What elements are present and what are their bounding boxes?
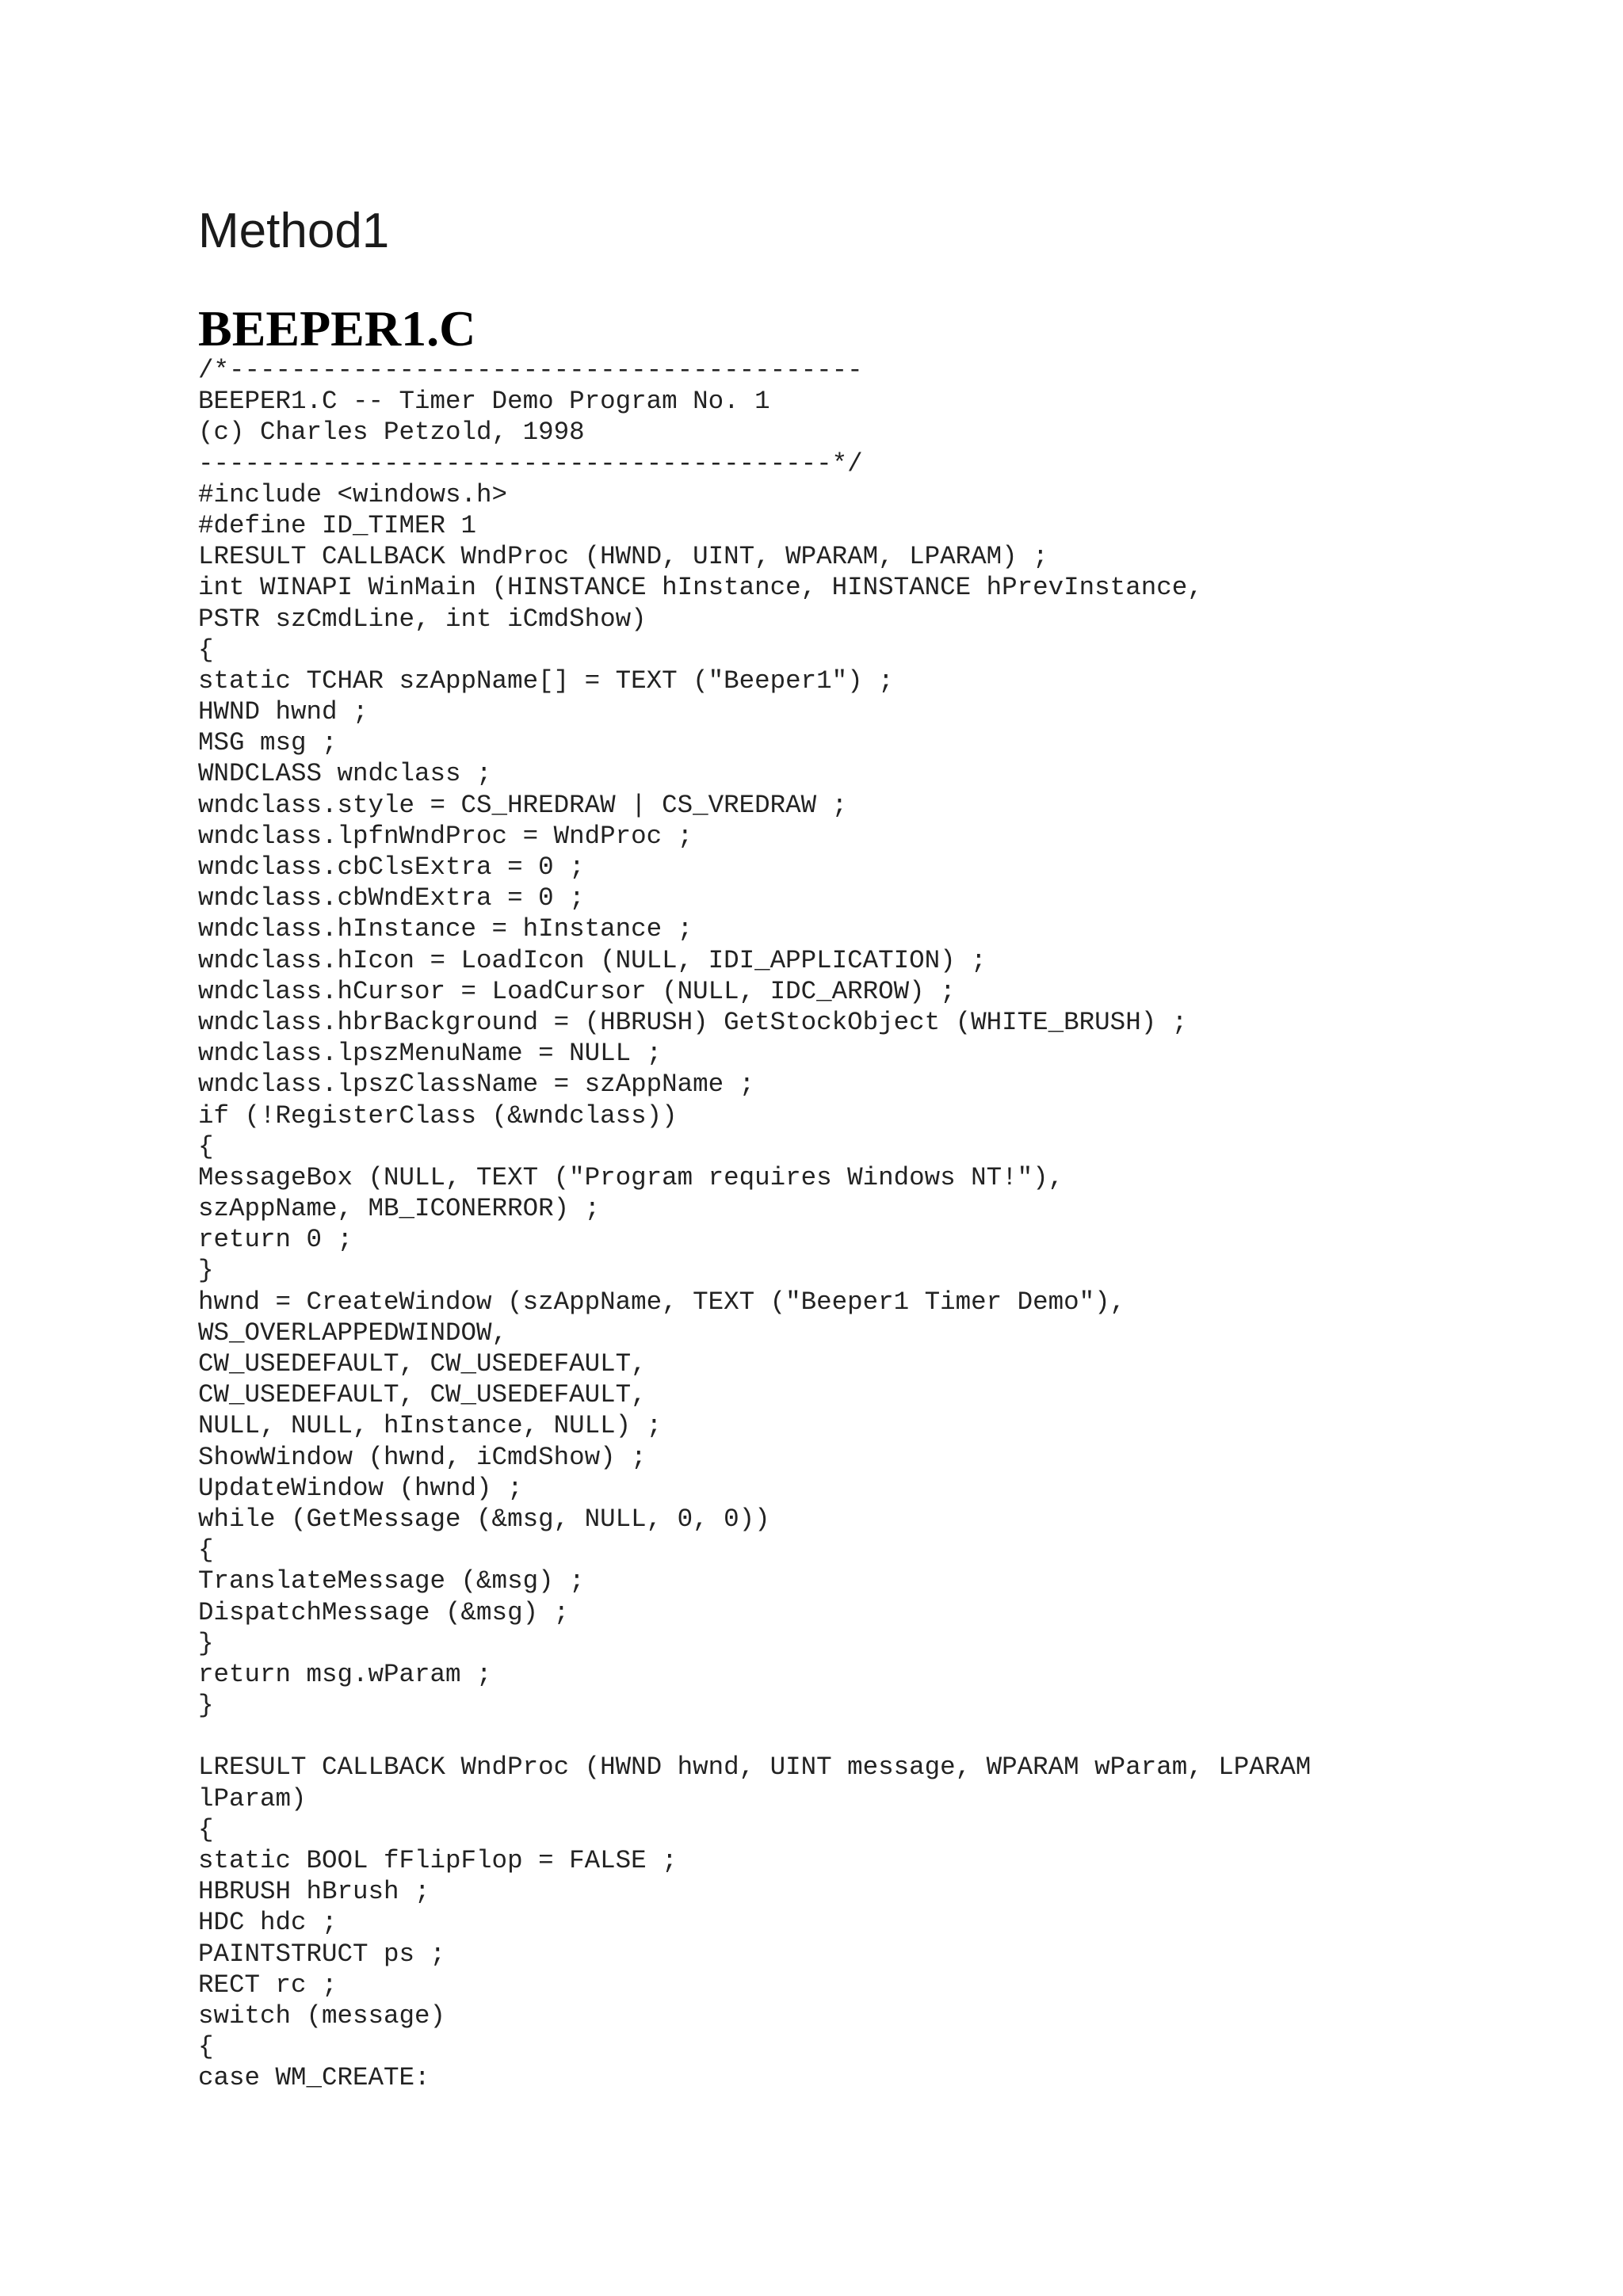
method-heading: Method1	[198, 204, 390, 258]
code-line: WS_OVERLAPPEDWINDOW,	[198, 1318, 508, 1348]
code-line: (c) Charles Petzold, 1998	[198, 418, 585, 448]
code-line: hwnd = CreateWindow (szAppName, TEXT ("Beeper1 Timer Demo"),	[198, 1287, 1126, 1317]
code-line: static BOOL fFlipFlop = FALSE ;	[198, 1846, 678, 1875]
code-line: MessageBox (NULL, TEXT ("Program requires Windows NT!"),	[198, 1162, 1064, 1192]
code-line: WNDCLASS wndclass ;	[198, 759, 492, 789]
code-line: HWND hwnd ;	[198, 697, 369, 727]
code-line: case WM_CREATE:	[198, 2063, 430, 2093]
code-line: wndclass.hIcon = LoadIcon (NULL, IDI_APPLICATION) ;	[198, 945, 987, 975]
code-line: wndclass.lpszClassName = szAppName ;	[198, 1070, 755, 1100]
code-line: RECT rc ;	[198, 1970, 338, 2000]
code-line: /*-----------------------------------------	[198, 356, 863, 385]
code-line: int WINAPI WinMain (HINSTANCE hInstance, HINSTANCE hPrevInstance,	[198, 573, 1203, 603]
code-line: CW_USEDEFAULT, CW_USEDEFAULT,	[198, 1349, 647, 1379]
code-line: }	[198, 1256, 214, 1286]
code-line: }	[198, 1628, 214, 1658]
code-line: wndclass.lpszMenuName = NULL ;	[198, 1039, 663, 1069]
code-line: {	[198, 1814, 214, 1844]
file-heading: BEEPER1.C	[198, 300, 476, 357]
code-line: PAINTSTRUCT ps ;	[198, 1939, 446, 1969]
code-line	[198, 1721, 1311, 1752]
code-line: PSTR szCmdLine, int iCmdShow)	[198, 604, 647, 634]
code-listing	[198, 355, 1311, 2094]
code-line: #include <windows.h>	[198, 479, 508, 509]
code-line: HDC hdc ;	[198, 1908, 338, 1938]
code-line: wndclass.hInstance = hInstance ;	[198, 914, 693, 944]
code-line: {	[198, 1535, 214, 1566]
code-line: LRESULT CALLBACK WndProc (HWND, UINT, WPARAM, LPARAM) ;	[198, 542, 1048, 572]
code-line: return 0 ;	[198, 1225, 353, 1255]
code-line: ShowWindow (hwnd, iCmdShow) ;	[198, 1442, 647, 1472]
code-line: NULL, NULL, hInstance, NULL) ;	[198, 1411, 663, 1441]
code-line: switch (message)	[198, 2000, 446, 2031]
code-line: wndclass.lpfnWndProc = WndProc ;	[198, 821, 693, 851]
code-line: wndclass.cbClsExtra = 0 ;	[198, 852, 585, 882]
code-line: }	[198, 1691, 214, 1721]
code-line: DispatchMessage (&msg) ;	[198, 1597, 570, 1627]
code-line: -----------------------------------------*/	[198, 448, 863, 479]
code-line: TranslateMessage (&msg) ;	[198, 1566, 585, 1596]
code-line: #define ID_TIMER 1	[198, 510, 477, 540]
code-line: wndclass.cbWndExtra = 0 ;	[198, 883, 585, 913]
code-line: wndclass.hCursor = LoadCursor (NULL, IDC_ARROW) ;	[198, 976, 956, 1006]
code-line: szAppName, MB_ICONERROR) ;	[198, 1194, 601, 1224]
code-line: {	[198, 635, 214, 665]
code-line: wndclass.style = CS_HREDRAW | CS_VREDRAW ;	[198, 790, 848, 820]
code-line: static TCHAR szAppName[] = TEXT ("Beeper1") ;	[198, 666, 894, 696]
code-line: BEEPER1.C -- Timer Demo Program No. 1	[198, 387, 770, 417]
code-line: CW_USEDEFAULT, CW_USEDEFAULT,	[198, 1380, 647, 1410]
code-line: MSG msg ;	[198, 728, 338, 758]
code-line: if (!RegisterClass (&wndclass))	[198, 1100, 678, 1131]
code-line: UpdateWindow (hwnd) ;	[198, 1473, 523, 1503]
code-line: {	[198, 1131, 214, 1161]
code-line: return msg.wParam ;	[198, 1659, 492, 1689]
code-line: lParam)	[198, 1783, 307, 1814]
code-line: LRESULT CALLBACK WndProc (HWND hwnd, UINT message, WPARAM wParam, LPARAM	[198, 1753, 1312, 1783]
code-line: wndclass.hbrBackground = (HBRUSH) GetStockObject (WHITE_BRUSH) ;	[198, 1007, 1188, 1037]
code-line: while (GetMessage (&msg, NULL, 0, 0))	[198, 1504, 770, 1534]
code-line: {	[198, 2032, 214, 2062]
code-line: HBRUSH hBrush ;	[198, 1877, 430, 1907]
